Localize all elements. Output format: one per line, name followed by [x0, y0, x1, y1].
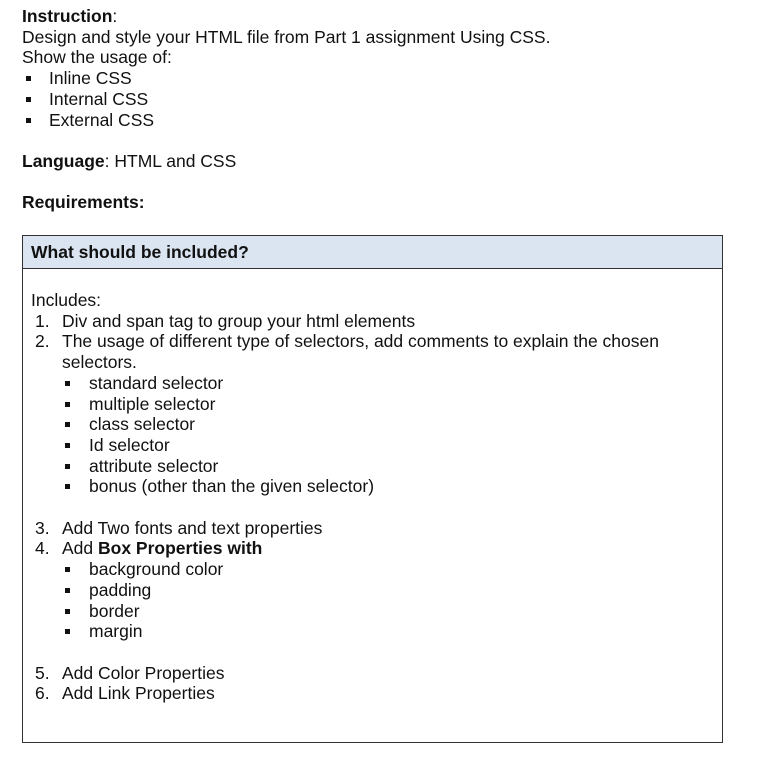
box-properties-list — [31, 559, 722, 642]
item-text-prefix: Add — [62, 538, 98, 559]
item-number: 1. — [35, 310, 50, 331]
list-item: padding — [62, 580, 722, 601]
instruction-colon: : — [112, 6, 118, 26]
language-line — [22, 151, 732, 172]
item-text: Add Two fonts and text properties — [62, 517, 323, 538]
language-value: : HTML and CSS — [104, 150, 237, 171]
requirements-table — [22, 235, 723, 743]
list-item: border — [62, 601, 722, 622]
requirement-item-6 — [31, 683, 722, 704]
requirement-item-4 — [31, 538, 722, 559]
instruction-line-2: Show the usage of: — [22, 47, 172, 68]
list-item: class selector — [62, 414, 722, 435]
document-body — [22, 6, 732, 213]
requirement-item-3 — [31, 518, 722, 539]
item-text: Div and span tag to group your html elements — [62, 310, 416, 331]
list-item: background color — [62, 559, 722, 580]
includes-label: Includes: — [31, 290, 102, 310]
requirement-item-2 — [31, 331, 722, 352]
list-item: External CSS — [22, 110, 732, 131]
instruction-label: Instruction — [22, 6, 113, 26]
requirement-item-1 — [31, 311, 722, 332]
requirements-heading: Requirements: — [22, 192, 145, 213]
item-text-bold: Box Properties with — [98, 538, 263, 559]
list-item: Inline CSS — [22, 68, 732, 89]
item-text: Add Link Properties — [62, 683, 215, 704]
list-item: standard selector — [62, 373, 722, 394]
item-number: 2. — [35, 331, 50, 352]
requirement-item-5 — [31, 663, 722, 684]
table-body — [23, 269, 722, 704]
selector-list — [31, 373, 722, 497]
item-number: 5. — [35, 662, 50, 683]
instruction-heading — [22, 6, 732, 27]
language-label: Language — [22, 150, 105, 171]
list-item: Internal CSS — [22, 89, 732, 110]
item-text: The usage of different type of selectors, add comments to explain the chosen — [62, 331, 659, 352]
list-item: bonus (other than the given selector) — [62, 476, 722, 497]
table-header: What should be included? — [23, 236, 722, 269]
item-text-continuation: selectors. — [62, 352, 137, 373]
list-item: margin — [62, 621, 722, 642]
css-usage-list — [22, 68, 732, 130]
list-item: attribute selector — [62, 456, 722, 477]
item-number: 6. — [35, 683, 50, 704]
item-number: 3. — [35, 517, 50, 538]
item-text: Add Color Properties — [62, 662, 225, 683]
item-number: 4. — [35, 538, 50, 559]
list-item: Id selector — [62, 435, 722, 456]
list-item: multiple selector — [62, 394, 722, 415]
instruction-line-1: Design and style your HTML file from Part 1 assignment Using CSS. — [22, 26, 551, 47]
